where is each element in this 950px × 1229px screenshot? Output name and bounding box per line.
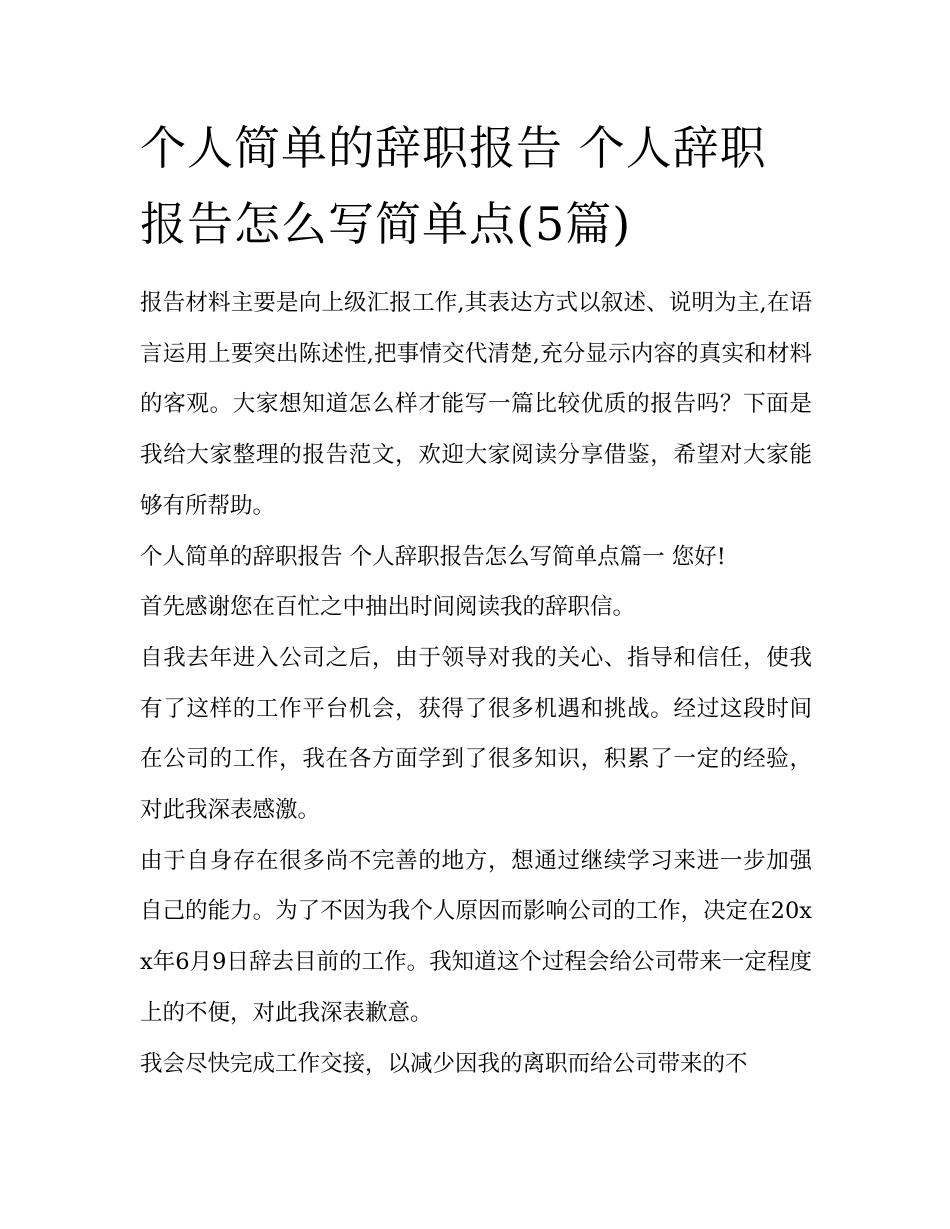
paragraph-thanks: 首先感谢您在百忙之中抽出时间阅读我的辞职信。 [140, 594, 636, 621]
paragraph-experience: 自我去年进入公司之后，由于领导对我的关心、指导和信任，使我有了这样的工作平台机会，获得了很多机遇和挑战。经过这段时间在公司的工作，我在各方面学到了很多知识，积累了一定的经验，对此我深表感激。 [140, 644, 812, 824]
paragraph-intro: 报告材料主要是向上级汇报工作,其表达方式以叙述、说明为主,在语言运用上要突出陈述性,把事情交代清楚,充分显示内容的真实和材料的客观。大家想知道怎么样才能写一篇比较优质的报告吗？下面是我给大家整理的报告范文，欢迎大家阅读分享借鉴，希望对大家能够有所帮助。 [140, 290, 812, 519]
paragraph-handover: 我会尽快完成工作交接，以减少因我的离职而给公司带来的不 [140, 1050, 748, 1077]
document-body [140, 110, 812, 1089]
document-title: 个人简单的辞职报告 个人辞职报告怎么写简单点(5篇) [140, 121, 767, 251]
paragraph-section-heading: 个人简单的辞职报告 个人辞职报告怎么写简单点篇一 您好! [140, 543, 726, 570]
paragraph-resignation: 由于自身存在很多尚不完善的地方，想通过继续学习来进一步加强自己的能力。为了不因为我个人原因而影响公司的工作，决定在20xx年6月9日辞去目前的工作。我知道这个过程会给公司带来一定程度上的不便，对此我深表歉意。 [140, 847, 812, 1026]
